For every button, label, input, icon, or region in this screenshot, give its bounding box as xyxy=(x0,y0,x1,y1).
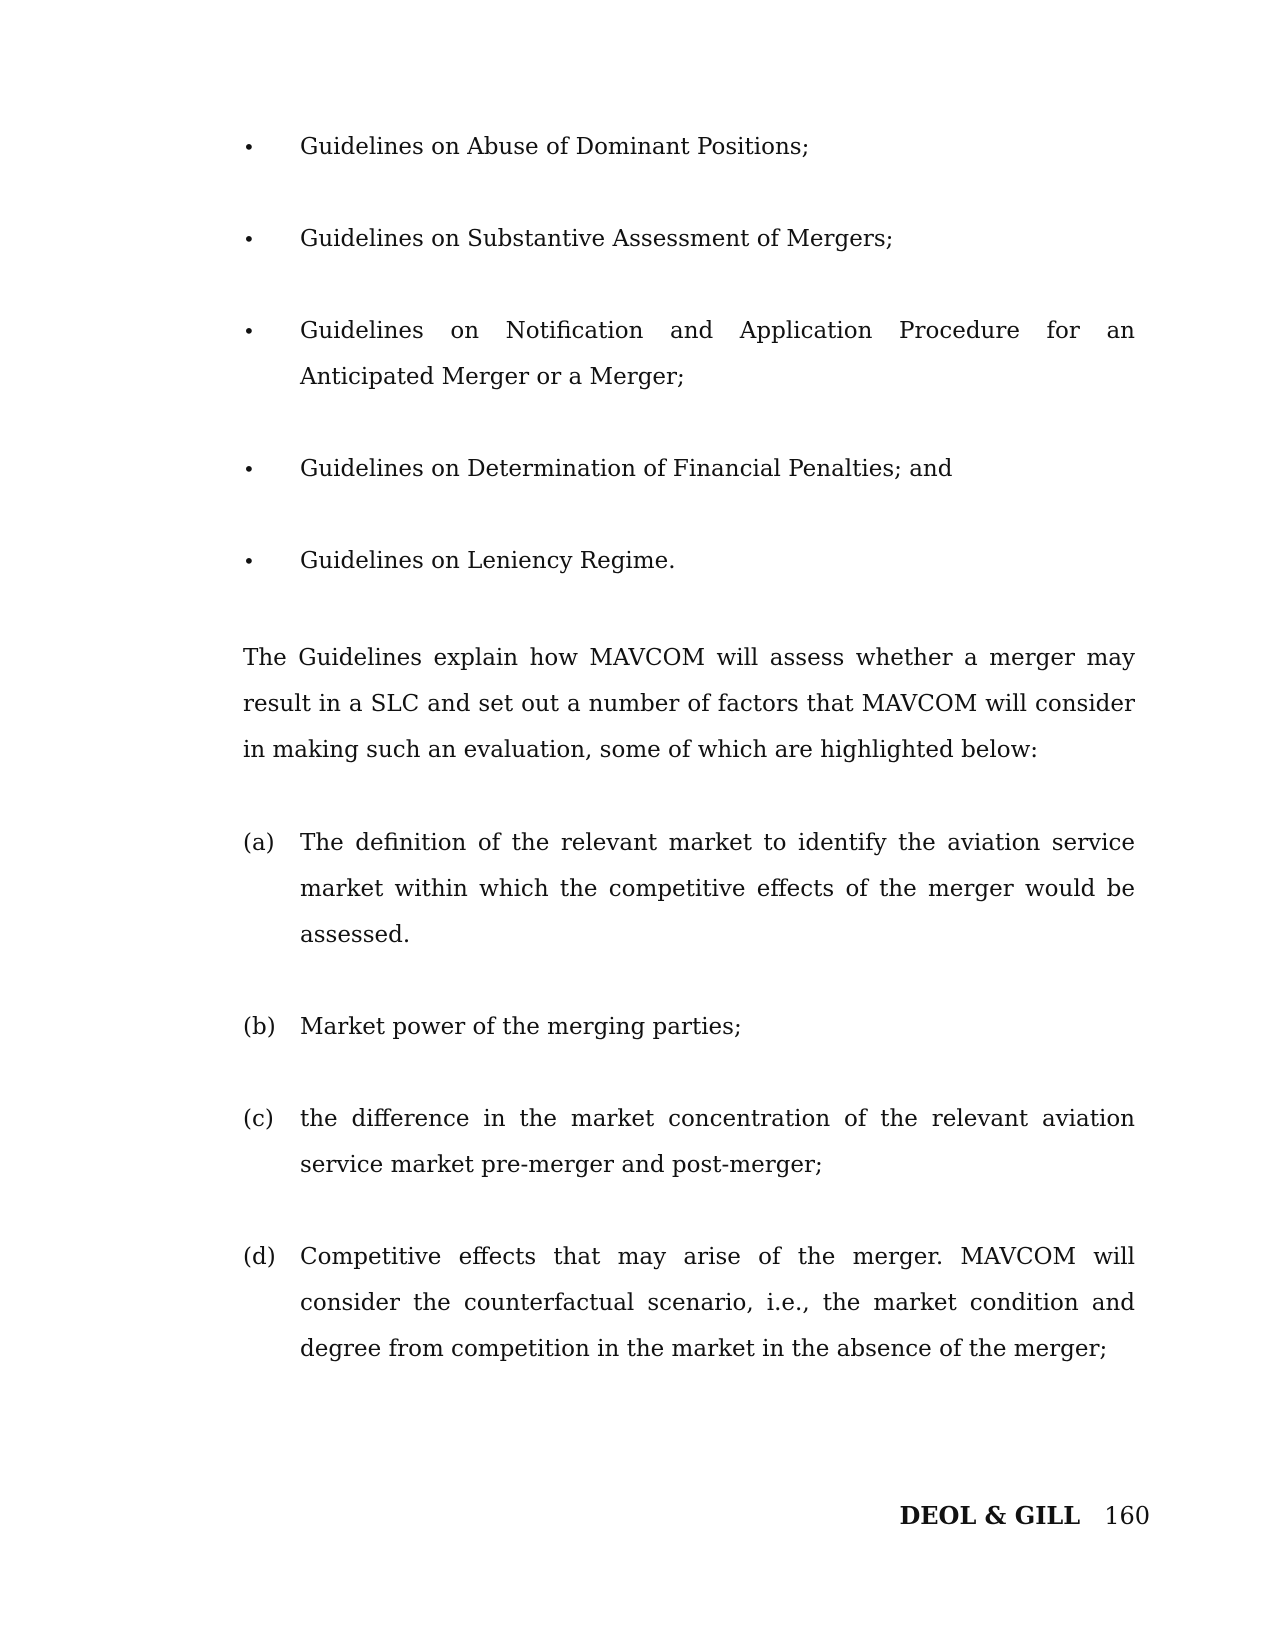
factor-item-b xyxy=(243,1004,1135,1050)
factor-item-d xyxy=(243,1234,1135,1372)
item-text: The definition of the relevant market to identify the aviation service market within which the competitive effects of the merger would be assessed. xyxy=(300,830,1135,948)
item-text: Competitive effects that may arise of the merger. MAVCOM will consider the counterfactual scenario, i.e., the market condition and degree from competition in the market in the absence of the merger; xyxy=(300,1244,1135,1362)
intro-paragraph: The Guidelines explain how MAVCOM will assess whether a merger may result in a SLC and set out a number of factors that MAVCOM will consider in making such an evaluation, some of which are highlighted below: xyxy=(243,645,1135,763)
bullet-item xyxy=(243,308,1135,400)
bullet-icon: • xyxy=(243,549,255,573)
bullet-text: Guidelines on Abuse of Dominant Positions; xyxy=(300,134,810,160)
factor-item-a xyxy=(243,820,1135,958)
factor-item-c xyxy=(243,1096,1135,1188)
bullet-item xyxy=(243,446,1135,492)
factors-list xyxy=(243,820,1135,1418)
page-footer xyxy=(880,1500,1150,1532)
bullet-item xyxy=(243,216,1135,262)
guidelines-bullet-list xyxy=(243,124,1135,630)
item-text: Market power of the merging parties; xyxy=(300,1014,742,1040)
bullet-icon: • xyxy=(243,457,255,481)
item-marker: (c) xyxy=(243,1106,274,1132)
item-marker: (a) xyxy=(243,830,275,856)
bullet-icon: • xyxy=(243,135,255,159)
bullet-text: Guidelines on Leniency Regime. xyxy=(300,548,676,574)
bullet-item xyxy=(243,124,1135,170)
page-number: 160 xyxy=(1104,1502,1150,1530)
item-text: the difference in the market concentration of the relevant aviation service market pre-merger and post-merger; xyxy=(300,1106,1135,1178)
firm-name: DEOL & GILL xyxy=(899,1501,1081,1530)
item-marker: (d) xyxy=(243,1244,276,1270)
item-marker: (b) xyxy=(243,1014,276,1040)
bullet-text: Guidelines on Determination of Financial Penalties; and xyxy=(300,456,953,482)
bullet-item xyxy=(243,538,1135,584)
bullet-text: Guidelines on Substantive Assessment of Mergers; xyxy=(300,226,894,252)
bullet-text: Guidelines on Notification and Application Procedure for an Anticipated Merger or a Merger; xyxy=(300,318,1135,390)
bullet-icon: • xyxy=(243,227,255,251)
bullet-icon: • xyxy=(243,319,255,343)
